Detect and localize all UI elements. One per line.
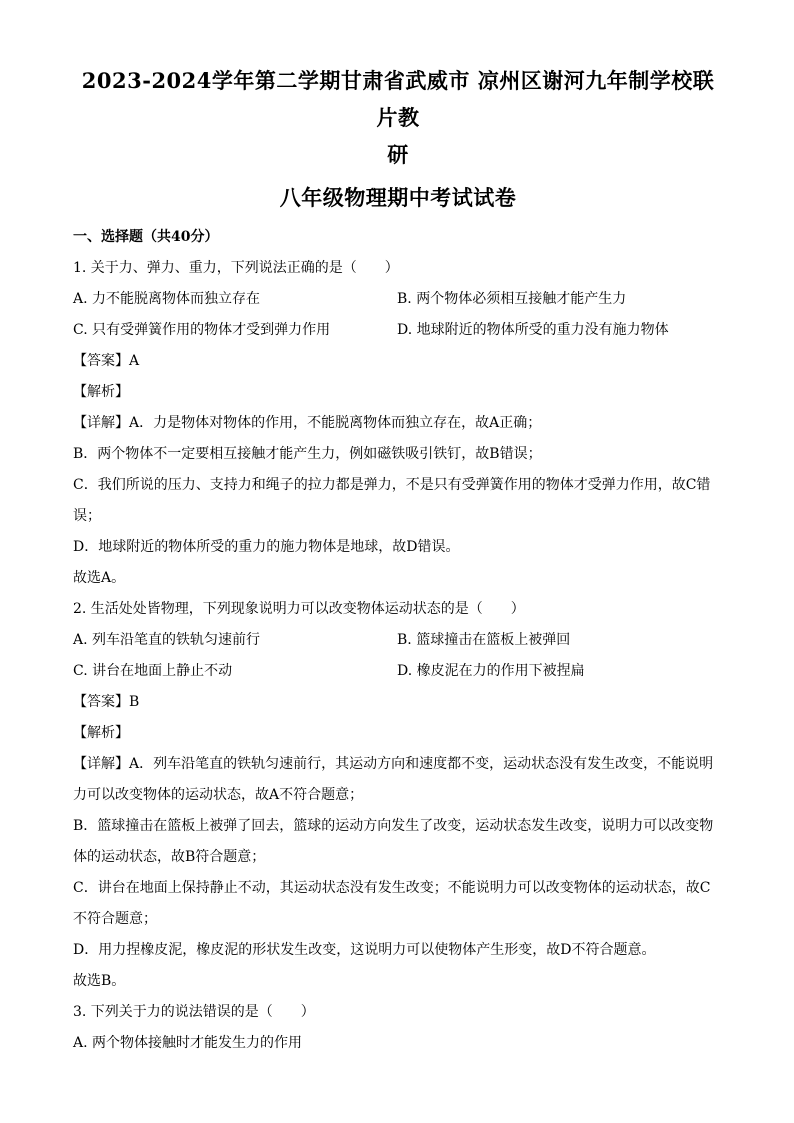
question-3-stem: 3. 下列关于力的说法错误的是（ ） — [73, 1004, 315, 1020]
section-heading: 一、选择题（共40分） — [73, 229, 219, 245]
question-1-options-row-1 — [73, 284, 723, 315]
question-3-option-a: A. 两个物体接触时才能发生力的作用 — [73, 1035, 303, 1051]
question-1-conclusion: 故选A。 — [73, 570, 126, 586]
question-1-answer: 【答案】A — [73, 353, 140, 369]
question-2-options-row-1 — [73, 625, 723, 656]
question-2-conclusion: 故选B。 — [73, 973, 126, 989]
question-2 — [73, 594, 723, 997]
question-1 — [73, 253, 723, 594]
question-2-detail-a: 【详解】A．列车沿笔直的铁轨匀速前行，其运动方向和速度都不变，运动状态没有发生改变，不能说明力可以改变物体的运动状态，故A不符合题意； — [73, 756, 714, 803]
question-2-detail-b: B．篮球撞击在篮板上被弹了回去，篮球的运动方向发生了改变，运动状态发生改变，说明力可以改变物体的运动状态，故B符合题意； — [73, 818, 714, 865]
question-1-detail-c: C．我们所说的压力、支持力和绳子的拉力都是弹力，不是只有受弹簧作用的物体才受弹力作用，故C错误； — [73, 477, 711, 524]
question-1-detail-a: 【详解】A．力是物体对物体的作用，不能脱离物体而独立存在，故A正确； — [73, 415, 542, 431]
question-1-option-b: B. 两个物体必须相互接触才能产生力 — [397, 291, 627, 307]
question-2-option-b: B. 篮球撞击在篮板上被弹回 — [397, 632, 571, 648]
question-2-analysis-label: 【解析】 — [73, 725, 129, 741]
question-2-option-a: A. 列车沿笔直的铁轨匀速前行 — [73, 632, 261, 648]
question-1-options-row-2 — [73, 315, 723, 346]
question-1-stem: 1. 关于力、弹力、重力，下列说法正确的是（ ） — [73, 260, 399, 276]
question-1-analysis-label: 【解析】 — [73, 384, 129, 400]
question-1-option-c: C. 只有受弹簧作用的物体才受到弹力作用 — [73, 322, 331, 338]
question-2-detail-d: D．用力捏橡皮泥，橡皮泥的形状发生改变，这说明力可以使物体产生形变，故D不符合题意。 — [73, 942, 656, 958]
question-3 — [73, 997, 723, 1059]
exam-page — [73, 62, 723, 1059]
question-2-stem: 2. 生活处处皆物理，下列现象说明力可以改变物体运动状态的是（ ） — [73, 601, 525, 617]
exam-title-line-2: 研 — [387, 142, 409, 167]
question-2-detail-c: C．讲台在地面上保持静止不动，其运动状态没有发生改变；不能说明力可以改变物体的运动状态，故C不符合题意； — [73, 880, 711, 927]
question-2-answer: 【答案】B — [73, 694, 140, 710]
question-1-option-d: D. 地球附近的物体所受的重力没有施力物体 — [397, 322, 669, 338]
question-1-detail-d: D．地球附近的物体所受的重力的施力物体是地球，故D错误。 — [73, 539, 460, 555]
exam-subtitle: 八年级物理期中考试试卷 — [279, 185, 517, 210]
question-2-option-c: C. 讲台在地面上静止不动 — [73, 663, 233, 679]
exam-title-line-1: 2023-2024学年第二学期甘肃省武威市 凉州区谢河九年制学校联片教 — [81, 68, 715, 130]
question-2-options-row-2 — [73, 656, 723, 687]
question-1-option-a: A. 力不能脱离物体而独立存在 — [73, 291, 261, 307]
question-1-detail-b: B．两个物体不一定要相互接触才能产生力，例如磁铁吸引铁钉，故B错误； — [73, 446, 542, 462]
question-2-option-d: D. 橡皮泥在力的作用下被捏扁 — [397, 663, 585, 679]
